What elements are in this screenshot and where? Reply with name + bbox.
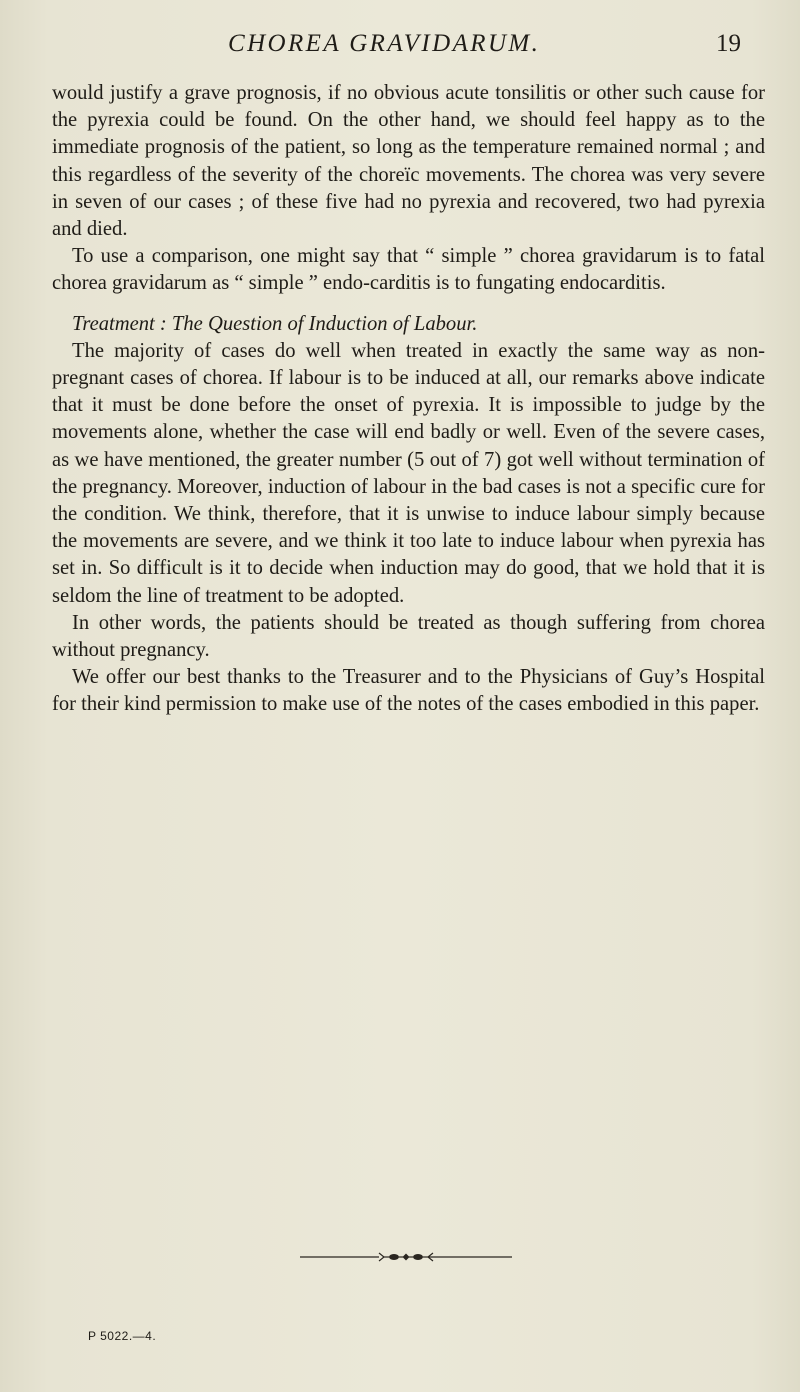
running-title: CHOREA GRAVIDARUM. [228,30,541,57]
ornament-rule-icon [300,1251,512,1263]
paragraph-other-words: In other words, the patients should be treated as though suffering from chorea without pregnancy. [52,611,765,662]
page-number: 19 [716,30,741,57]
section-heading-treatment: Treatment : The Question of Induction of Labour. [72,312,478,335]
paragraph-treatment: The majority of cases do well when treated in exactly the same way as non-pregnant cases of chorea. If labour is to be induced at all, our remarks above indicate that it must be done before the onset of pyrexia. It is impossible to judge by the movements alone, whether the case will end badly or well. Even of the severe cases, as we have mentioned, the greater number (5 out of 7) got well without termination of the pregnancy. Moreover, induction of labour in the bad cases is not a specific cure for the condition. We think, therefore, that it is unwise to induce labour simply because the movements are severe, and we think it too late to induce labour when pyrexia has set in. So difficult is it to decide when induction may do good, that we hold that it is seldom the line of treatment to be adopted. [52,339,765,607]
paragraph-prognosis: would justify a grave prognosis, if no obvious acute tonsilitis or other such cause for the pyrexia could be found. On the other hand, we should feel happy as to the immediate prognosis of the patient, so long as the temperature remained normal ; and this regardless of the severity of the choreïc movements. The chorea was very severe in seven of our cases ; of these five had no pyrexia and recovered, two had pyrexia and died. [52,82,765,241]
printer-signature: P 5022.—4. [88,1329,157,1343]
paragraph-acknowledgements: We offer our best thanks to the Treasurer and to the Physicians of Guy’s Hospital for their kind permission to make use of the notes of the cases embodied in this paper. [52,666,765,716]
running-head [0,30,800,66]
body-text [52,80,765,719]
paragraph-comparison: To use a comparison, one might say that “ simple ” chorea gravidarum is to fatal chorea gravidarum as “ simple ” endo-carditis is to fungating endocarditis. [52,245,765,295]
